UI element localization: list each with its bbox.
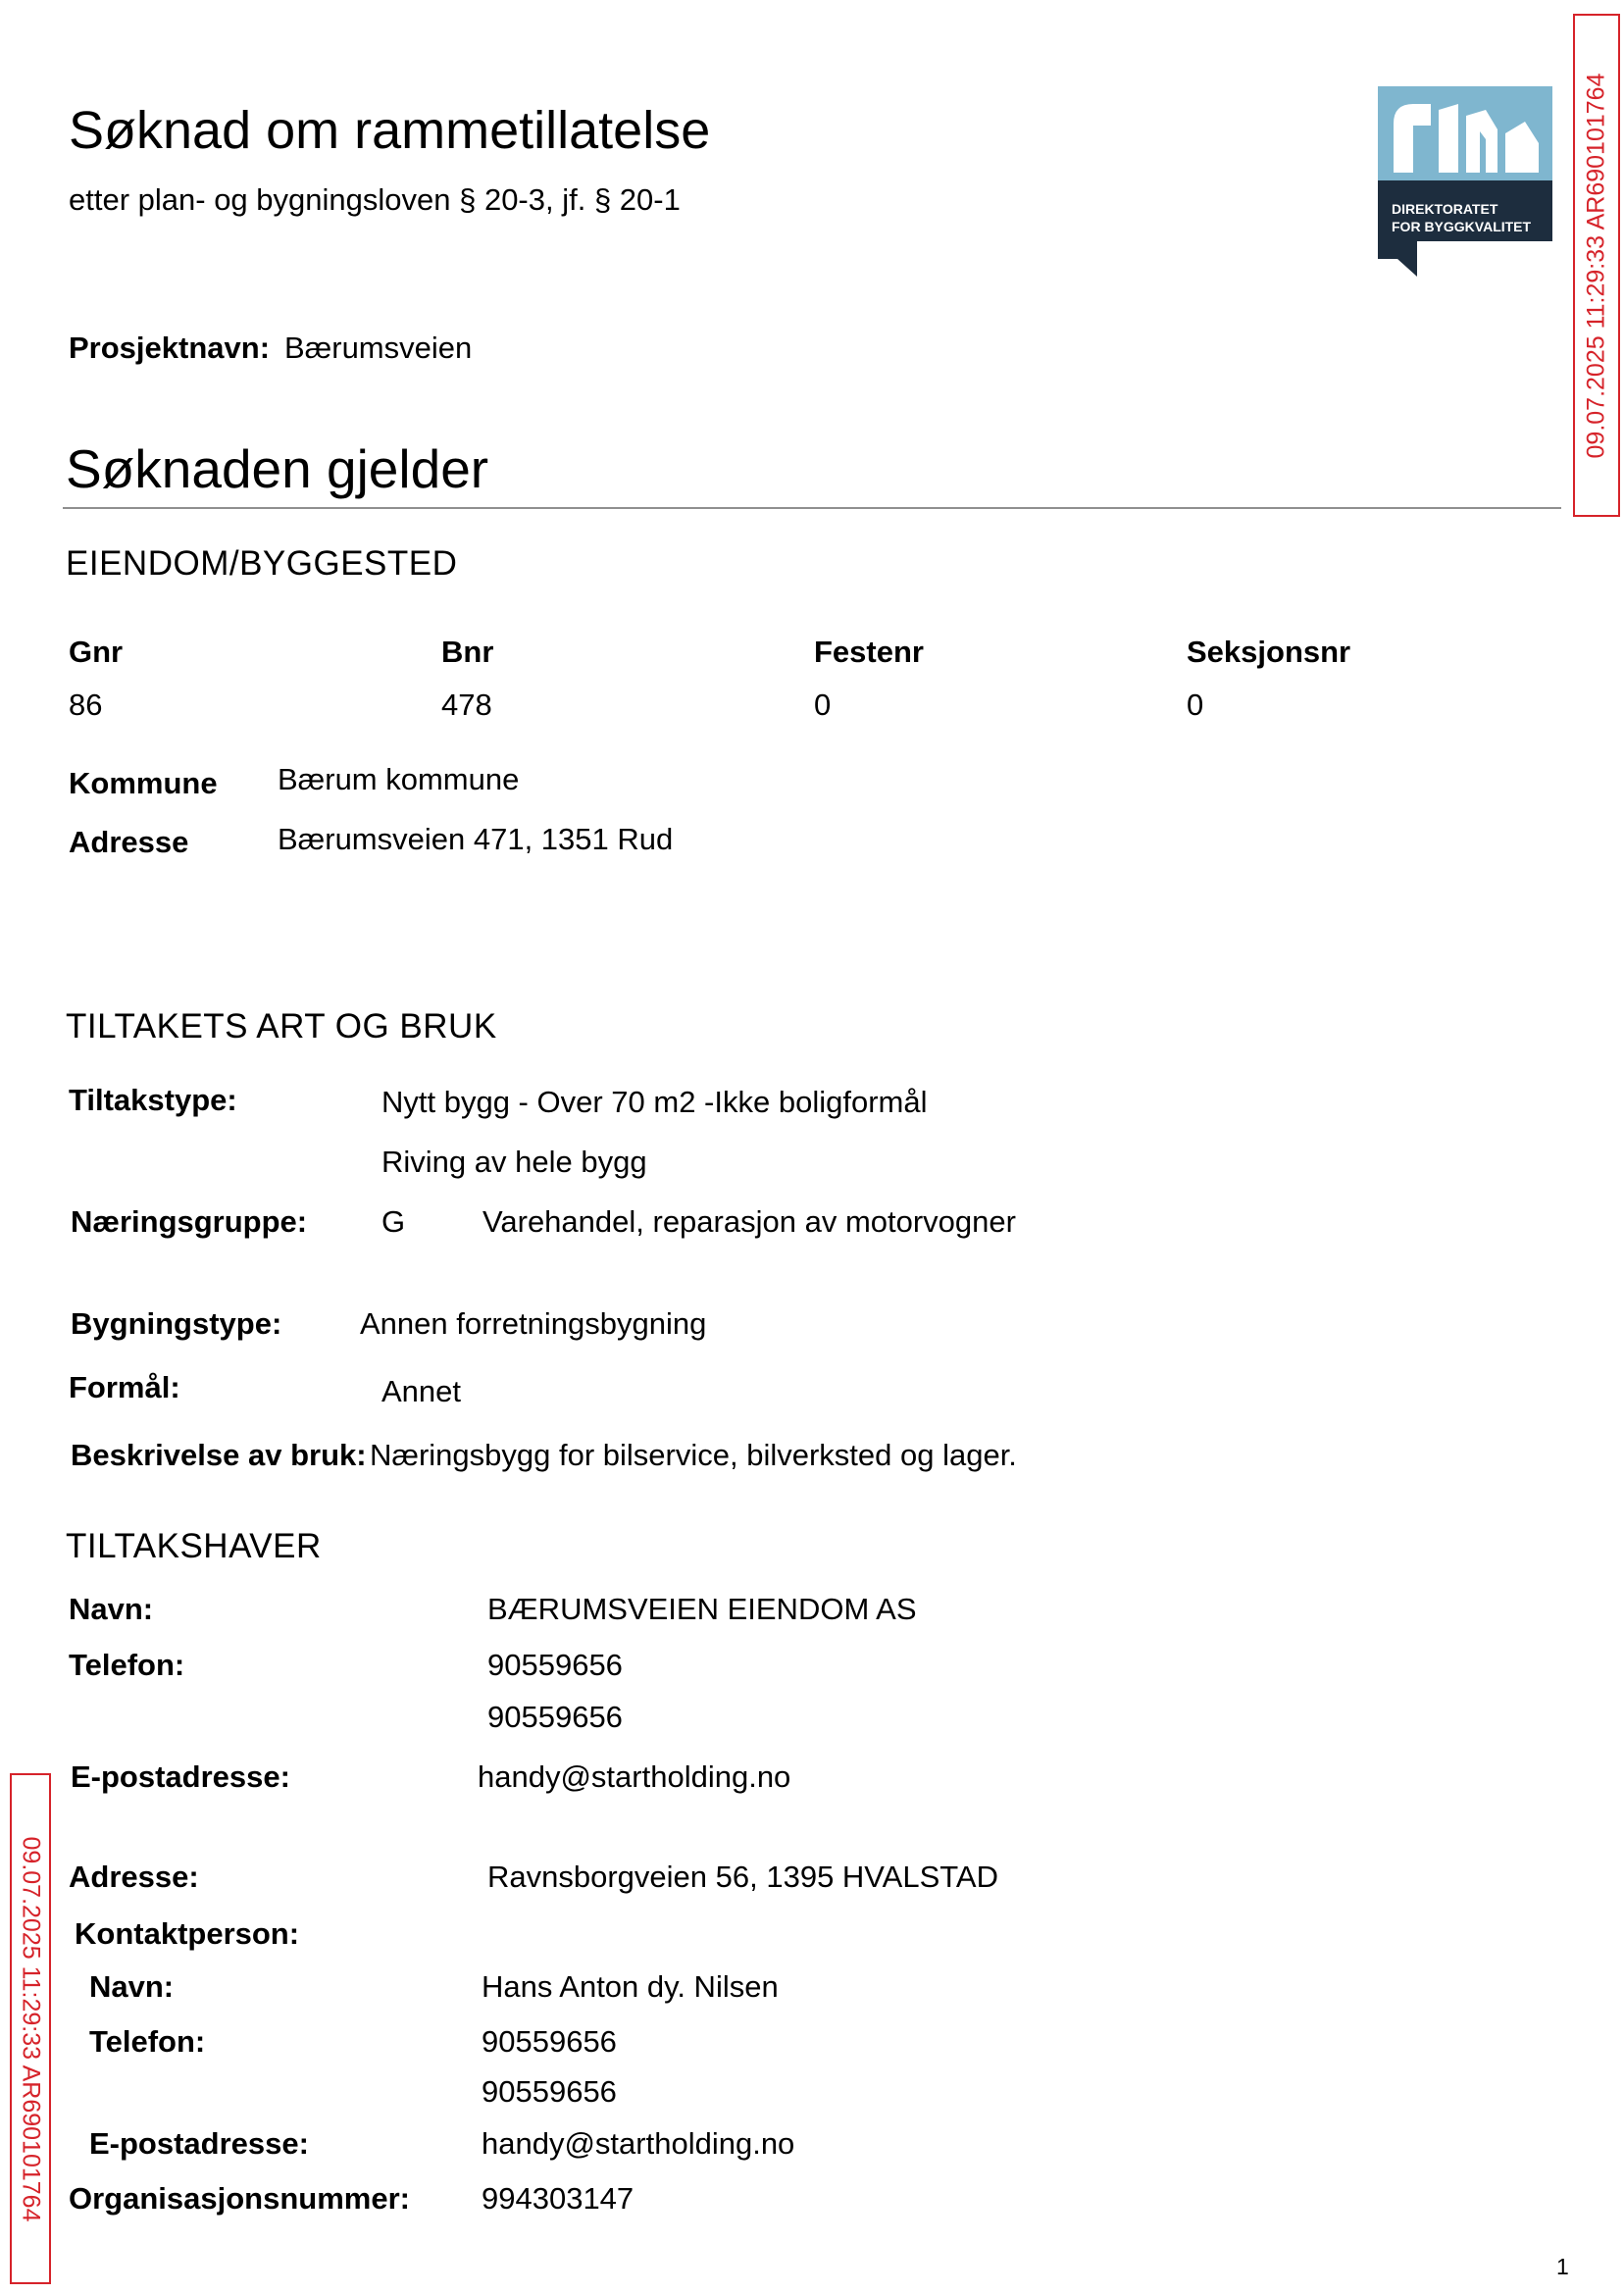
kommune-value: Bærum kommune bbox=[278, 762, 520, 796]
page-number: 1 bbox=[1556, 2254, 1569, 2279]
formal-value: Annet bbox=[381, 1374, 462, 1408]
bnr-value: 478 bbox=[441, 688, 492, 722]
gnr-label: Gnr bbox=[69, 635, 124, 669]
document-title: Søknad om rammetillatelse bbox=[69, 101, 711, 160]
logo-text-line2: FOR BYGGKVALITET bbox=[1392, 219, 1532, 234]
gnr-value: 86 bbox=[69, 688, 103, 722]
applicant-phone-label: Telefon: bbox=[69, 1648, 185, 1682]
applicant-phone-1: 90559656 bbox=[487, 1648, 623, 1682]
contact-phone-label: Telefon: bbox=[89, 2024, 206, 2059]
beskrivelse-value: Næringsbygg for bilservice, bilverksted og lager. bbox=[370, 1438, 1017, 1472]
naeringsgruppe-value: Varehandel, reparasjon av motorvogner bbox=[482, 1204, 1016, 1239]
contact-phone-1: 90559656 bbox=[482, 2024, 617, 2059]
project-value: Bærumsveien bbox=[284, 331, 473, 365]
timestamp-stamp-right bbox=[1573, 14, 1620, 517]
document-subtitle: etter plan- og bygningsloven § 20-3, jf. § 20-1 bbox=[69, 182, 681, 217]
adresse-value: Bærumsveien 471, 1351 Rud bbox=[278, 822, 674, 856]
stamp-text: 09.07.2025 11:29:33 AR690101764 bbox=[1582, 73, 1610, 458]
naeringsgruppe-label: Næringsgruppe: bbox=[71, 1204, 308, 1239]
applicant-address-label: Adresse: bbox=[69, 1860, 199, 1894]
tiltakstype-value-2: Riving av hele bygg bbox=[381, 1145, 647, 1179]
tiltakstype-label: Tiltakstype: bbox=[69, 1083, 237, 1117]
contact-phone-2: 90559656 bbox=[482, 2074, 617, 2109]
applicant-email-value: handy@startholding.no bbox=[478, 1759, 791, 1794]
org-number-label: Organisasjonsnummer: bbox=[69, 2181, 410, 2216]
naeringsgruppe-code: G bbox=[381, 1204, 406, 1239]
contact-email-label: E-postadresse: bbox=[89, 2126, 309, 2161]
applicant-name-label: Navn: bbox=[69, 1592, 154, 1626]
kommune-label: Kommune bbox=[69, 766, 218, 800]
contact-person-label: Kontaktperson: bbox=[75, 1916, 300, 1951]
festenr-value: 0 bbox=[814, 688, 832, 722]
festenr-label: Festenr bbox=[814, 635, 924, 669]
formal-label: Formål: bbox=[69, 1370, 180, 1404]
applicant-name-value: BÆRUMSVEIEN EIENDOM AS bbox=[487, 1592, 917, 1626]
beskrivelse-label: Beskrivelse av bruk: bbox=[71, 1438, 367, 1472]
tiltakstype-value-1: Nytt bygg - Over 70 m2 -Ikke boligformål bbox=[381, 1085, 928, 1119]
section-title: Søknaden gjelder bbox=[66, 438, 489, 499]
dibk-logo bbox=[1378, 86, 1552, 277]
timestamp-stamp-left bbox=[10, 1773, 51, 2284]
seksjonsnr-value: 0 bbox=[1187, 688, 1204, 722]
project-label: Prosjektnavn: bbox=[69, 331, 271, 365]
section-divider bbox=[63, 507, 1561, 509]
adresse-label: Adresse bbox=[69, 825, 189, 859]
contact-email-value: handy@startholding.no bbox=[482, 2126, 795, 2161]
bygningstype-value: Annen forretningsbygning bbox=[360, 1306, 707, 1341]
applicant-heading: TILTAKSHAVER bbox=[66, 1527, 322, 1565]
measure-heading: TILTAKETS ART OG BRUK bbox=[66, 1007, 497, 1045]
logo-text-line1: DIREKTORATET bbox=[1392, 201, 1498, 217]
bnr-label: Bnr bbox=[441, 635, 494, 669]
org-number-value: 994303147 bbox=[482, 2181, 634, 2216]
stamp-text: 09.07.2025 11:29:33 AR690101764 bbox=[17, 1836, 45, 2221]
contact-name-value: Hans Anton dy. Nilsen bbox=[482, 1969, 779, 2004]
bygningstype-label: Bygningstype: bbox=[71, 1306, 282, 1341]
contact-name-label: Navn: bbox=[89, 1969, 175, 2004]
applicant-address-value: Ravnsborgveien 56, 1395 HVALSTAD bbox=[487, 1860, 998, 1894]
property-heading: EIENDOM/BYGGESTED bbox=[66, 544, 458, 583]
applicant-phone-2: 90559656 bbox=[487, 1700, 623, 1734]
seksjonsnr-label: Seksjonsnr bbox=[1187, 635, 1351, 669]
applicant-email-label: E-postadresse: bbox=[71, 1759, 290, 1794]
